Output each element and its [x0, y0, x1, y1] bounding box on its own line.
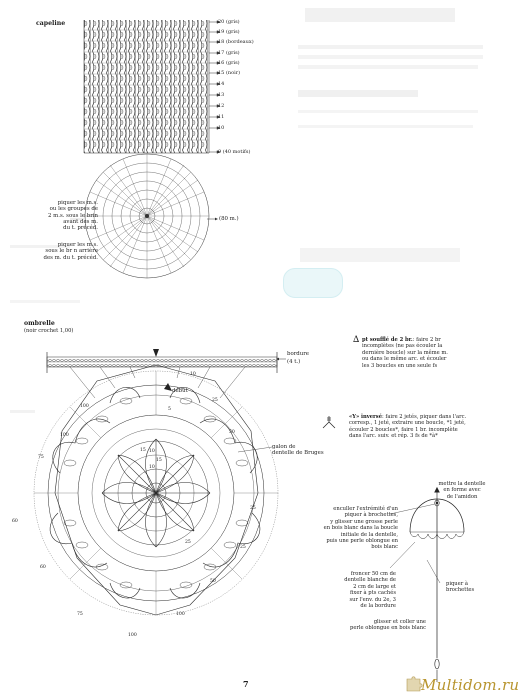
pt-souffle-symbol: ∆ [353, 335, 360, 345]
umbrella-note-glue-bead: glisser et coller une perle oblongue en bois blanc [350, 619, 426, 632]
galon-leader [238, 443, 272, 453]
capeline-note-front-loop: piquer les m.s. ou les groupes de 2 m.s. sous le brin avant des m. du t. précéd. [48, 200, 98, 232]
umbrella-note-starch: mettre la dentelle en forme avec de l'amidon [438, 481, 486, 500]
galon-label: galon de dentelle de Bruges [272, 444, 324, 457]
doily-mark: 25 [212, 398, 218, 403]
bordure-arrow [276, 356, 287, 362]
capeline-title: capeline [36, 20, 66, 27]
umbrella-note-skewer-bead: enculler l'extrémité d'un piquer à brochettes, y glisser une grosse perle en bois blanc dans la boucle initiale de la dentelle, puis une perle oblongue en bois blanc [323, 506, 398, 551]
doily-mark: 75 [77, 612, 83, 617]
doily-mark: 10 [190, 372, 196, 377]
y-inverse-note: «Y» inversé: faire 2 jetés, piquer dans l'arc. corresp., 1 jeté, extraire une boucle, *1 jeté, écouler 2 boucles*, faire 1 br. incomplète dans l'arc. suiv. et rép. 3 fs de *à* [349, 414, 467, 440]
bordure-label: bordure [287, 351, 309, 357]
debut-label: début [172, 388, 188, 394]
umbrella-note-gather: froncer 50 cm de dentelle blanche de 2 cm de large et fixer à pts cachés sur l'env. du 2e, 3 de la bordure [344, 571, 396, 610]
legend-row-13: 13 [218, 92, 225, 98]
doily-mark: 25 [240, 545, 246, 550]
doily-mark: 5 [168, 407, 171, 412]
legend-row-9: 9 (40 motifs) [218, 149, 251, 155]
doily-mark: 50 [229, 430, 235, 435]
legend-row-18: 18 (bordeaux) [218, 39, 254, 45]
legend-row-12: 12 [218, 103, 225, 109]
doily-mark: 75 [38, 455, 44, 460]
legend-row-20: 20 (gris) [218, 19, 240, 25]
doily-mark: 15 [156, 458, 162, 463]
crown-count-arrow [207, 216, 219, 222]
legend-row-14: 14 [218, 81, 225, 87]
ombrelle-title: ombrelle [24, 320, 55, 327]
legend-row-19: 19 (gris) [218, 29, 240, 35]
doily-mark: 25 [185, 540, 191, 545]
doily-mark: 100 [128, 633, 137, 638]
doily-mark: 10 [149, 465, 155, 470]
doily-mark: 60 [12, 519, 18, 524]
ombrelle-subtitle: (noir crochet 1,00) [24, 328, 74, 334]
doily-mark: 50 [210, 579, 216, 584]
doily-mark: 100 [176, 612, 185, 617]
legend-row-15: 15 (noir) [218, 70, 241, 76]
pt-souffle-note: pt soufflé de 2 br.: faire 2 br incomplètes (ne pas écouler la dernière boucle) sur la même m. ou dans le même arc. et écouler les 3 boucles en une seule fs [362, 337, 448, 369]
ombrelle-chart [40, 343, 280, 643]
watermark-brand: Multidom.ru [421, 676, 519, 694]
umbrella-note-skewer: piquer à brochettes [446, 581, 475, 594]
page-number: 7 [243, 679, 249, 689]
bordure-rows-label: (4 t.) [287, 359, 301, 365]
crown-count-label: (80 m.) [219, 216, 239, 222]
y-inverse-symbol [322, 415, 336, 429]
legend-row-17: 17 (gris) [218, 50, 240, 56]
doily-mark: 100 [60, 433, 69, 438]
legend-row-11: 11 [218, 114, 225, 120]
doily-mark: 25 [250, 506, 256, 511]
doily-mark: 10 [149, 449, 155, 454]
legend-row-10: 10 [218, 125, 225, 131]
capeline-note-back-loop: piquer les m.s. sous le br n arrière des m. du t. précéd. [43, 242, 98, 261]
doily-mark: 100 [80, 404, 89, 409]
doily-mark: 60 [40, 565, 46, 570]
legend-row-16: 16 (gris) [218, 60, 240, 66]
doily-mark: 15 [140, 448, 146, 453]
